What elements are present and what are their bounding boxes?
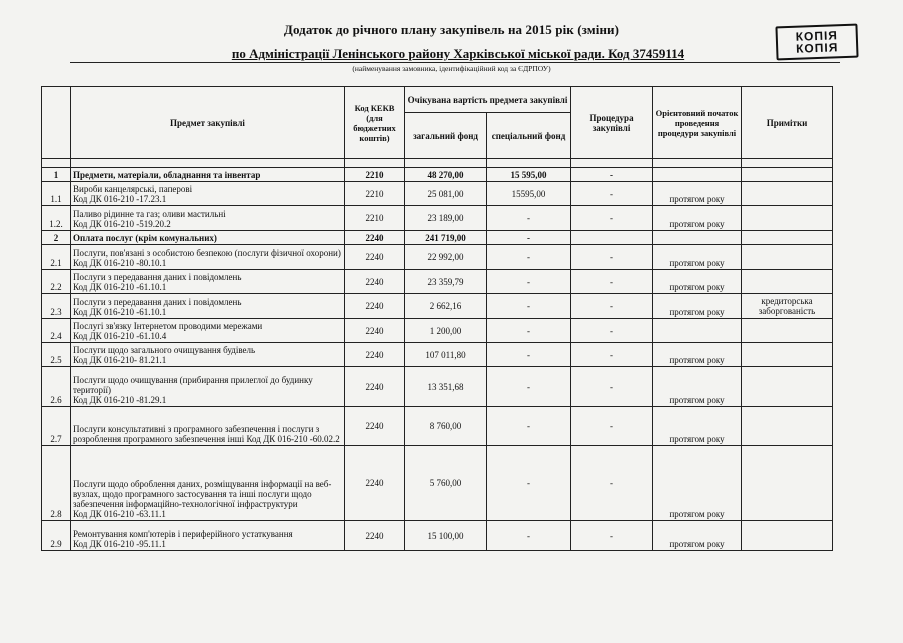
table-row	[42, 270, 833, 294]
row-general-fund: 5 760,00	[405, 446, 487, 521]
row-subject: Ремонтування комп'ютерів і периферійного устаткування Код ДК 016-210 -95.11.1	[71, 521, 345, 551]
section-row	[42, 168, 833, 182]
row-note	[742, 206, 833, 231]
row-subject: Послуги щодо оброблення даних, розміщування інформації на веб-вузлах, щодо програмного застосування та інші послуги щодо забезпечення інформаційно-технологічної інфраструктури Код ДК 016-210 -63.11.1	[71, 446, 345, 521]
row-note	[742, 407, 833, 446]
row-note	[742, 446, 833, 521]
row-start: протягом року	[653, 270, 742, 294]
row-kekv: 2240	[345, 446, 405, 521]
row-note	[742, 270, 833, 294]
header-number	[42, 87, 71, 159]
row-procedure	[571, 231, 653, 245]
table-row	[42, 343, 833, 367]
organization-underline	[70, 62, 840, 63]
row-procedure: -	[571, 206, 653, 231]
row-number: 2.2	[42, 270, 71, 294]
row-start: протягом року	[653, 245, 742, 270]
row-special-fund: 15595,00	[487, 182, 571, 206]
header-start: Орієнтовний початок проведення процедури закупівлі	[653, 87, 742, 159]
table-row	[42, 367, 833, 407]
row-note	[742, 319, 833, 343]
row-general-fund: 15 100,00	[405, 521, 487, 551]
row-special-fund: -	[487, 407, 571, 446]
row-start	[653, 319, 742, 343]
header-expected-cost: Очікувана вартість предмета закупівлі	[405, 87, 571, 113]
row-procedure: -	[571, 343, 653, 367]
row-kekv: 2210	[345, 182, 405, 206]
row-subject: Оплата послуг (крім комунальних)	[71, 231, 345, 245]
row-subject: Послуги щодо очищування (прибирання прилеглої до будинку території) Код ДК 016-210 -81.29.1	[71, 367, 345, 407]
row-procedure: -	[571, 407, 653, 446]
row-note	[742, 343, 833, 367]
row-note	[742, 168, 833, 182]
spacer-row	[42, 159, 833, 168]
row-subject: Послуги консультативні з програмного забезпечення і послуги з розроблення програмного забезпечення інші Код ДК 016-210 -60.02.2	[71, 407, 345, 446]
organization-caption: (найменування замовника, ідентифікаційний код за ЄДРПОУ)	[352, 64, 551, 73]
header-kekv: Код КЕКВ (для бюджетних коштів)	[345, 87, 405, 159]
organization-line: по Адміністрації Ленінського району Харківської міської ради. Код 37459114	[231, 46, 685, 61]
row-general-fund: 2 662,16	[405, 294, 487, 319]
row-number: 2.8	[42, 446, 71, 521]
row-note	[742, 367, 833, 407]
row-kekv: 2210	[345, 168, 405, 182]
row-general-fund: 23 189,00	[405, 206, 487, 231]
table-row	[42, 446, 833, 521]
row-kekv: 2240	[345, 270, 405, 294]
row-special-fund: 15 595,00	[487, 168, 571, 182]
row-general-fund: 107 011,80	[405, 343, 487, 367]
row-kekv: 2240	[345, 245, 405, 270]
row-kekv: 2240	[345, 367, 405, 407]
section-row	[42, 231, 833, 245]
row-special-fund: -	[487, 294, 571, 319]
row-special-fund: -	[487, 521, 571, 551]
row-general-fund: 23 359,79	[405, 270, 487, 294]
row-special-fund: -	[487, 343, 571, 367]
row-start: протягом року	[653, 182, 742, 206]
row-subject: Предмети, матеріали, обладнання та інвентар	[71, 168, 345, 182]
header-notes: Примітки	[742, 87, 833, 159]
row-procedure: -	[571, 245, 653, 270]
row-kekv: 2240	[345, 231, 405, 245]
row-number: 2	[42, 231, 71, 245]
row-subject: Послуги, пов'язані з особистою безпекою (послуги фізичної охорони) Код ДК 016-210 -80.10.1	[71, 245, 345, 270]
row-kekv: 2210	[345, 206, 405, 231]
row-general-fund: 8 760,00	[405, 407, 487, 446]
row-number: 2.7	[42, 407, 71, 446]
row-subject: Паливо рідинне та газ; оливи мастильні Код ДК 016-210 -519.20.2	[71, 206, 345, 231]
row-number: 2.1	[42, 245, 71, 270]
row-start: протягом року	[653, 206, 742, 231]
header-subject: Предмет закупівлі	[71, 87, 345, 159]
row-start: протягом року	[653, 446, 742, 521]
row-special-fund: -	[487, 446, 571, 521]
row-procedure: -	[571, 182, 653, 206]
row-kekv: 2240	[345, 319, 405, 343]
row-kekv: 2240	[345, 521, 405, 551]
row-subject: Послуги щодо загального очищування будівель Код ДК 016-210- 81.21.1	[71, 343, 345, 367]
row-number: 1.2.	[42, 206, 71, 231]
row-subject: Послугі зв'язку Інтернетом проводими мережами Код ДК 016-210 -61.10.4	[71, 319, 345, 343]
copy-stamp-line-1: КОПІЯ	[795, 28, 839, 44]
row-number: 1	[42, 168, 71, 182]
row-number: 2.5	[42, 343, 71, 367]
row-procedure: -	[571, 168, 653, 182]
row-number: 2.6	[42, 367, 71, 407]
row-procedure: -	[571, 367, 653, 407]
row-general-fund: 241 719,00	[405, 231, 487, 245]
row-special-fund: -	[487, 367, 571, 407]
row-start: протягом року	[653, 521, 742, 551]
row-note	[742, 245, 833, 270]
row-start: протягом року	[653, 407, 742, 446]
row-number: 1.1	[42, 182, 71, 206]
row-special-fund: -	[487, 245, 571, 270]
row-special-fund: -	[487, 270, 571, 294]
table-row	[42, 319, 833, 343]
table-row	[42, 206, 833, 231]
row-kekv: 2240	[345, 407, 405, 446]
row-procedure: -	[571, 294, 653, 319]
table-body	[42, 159, 833, 551]
row-number: 2.9	[42, 521, 71, 551]
row-subject: Послуги з передавання даних і повідомлень Код ДК 016-210 -61.10.1	[71, 294, 345, 319]
row-subject: Вироби канцелярські, паперові Код ДК 016-210 -17.23.1	[71, 182, 345, 206]
table-row	[42, 521, 833, 551]
row-procedure: -	[571, 270, 653, 294]
row-subject: Послуги з передавання даних і повідомлень Код ДК 016-210 -61.10.1	[71, 270, 345, 294]
row-procedure: -	[571, 319, 653, 343]
row-start: протягом року	[653, 367, 742, 407]
table-row	[42, 407, 833, 446]
row-procedure: -	[571, 521, 653, 551]
row-special-fund: -	[487, 206, 571, 231]
header-procedure: Процедура закупівлі	[571, 87, 653, 159]
row-number: 2.3	[42, 294, 71, 319]
row-start: протягом року	[653, 343, 742, 367]
row-general-fund: 22 992,00	[405, 245, 487, 270]
row-start	[653, 231, 742, 245]
row-note	[742, 231, 833, 245]
row-number: 2.4	[42, 319, 71, 343]
row-note	[742, 521, 833, 551]
document-title: Додаток до річного плану закупівель на 2015 рік (зміни)	[283, 22, 620, 37]
row-start	[653, 168, 742, 182]
row-note	[742, 182, 833, 206]
table-row	[42, 182, 833, 206]
table-row	[42, 245, 833, 270]
header-special-fund: спеціальний фонд	[487, 113, 571, 159]
row-general-fund: 48 270,00	[405, 168, 487, 182]
row-special-fund: -	[487, 319, 571, 343]
procurement-table	[41, 86, 833, 551]
row-general-fund: 25 081,00	[405, 182, 487, 206]
table-row	[42, 294, 833, 319]
row-kekv: 2240	[345, 294, 405, 319]
row-special-fund: -	[487, 231, 571, 245]
row-note: кредиторська заборгованість	[742, 294, 833, 319]
header-general-fund: загальний фонд	[405, 113, 487, 159]
row-kekv: 2240	[345, 343, 405, 367]
row-general-fund: 1 200,00	[405, 319, 487, 343]
copy-stamp-line-2: КОПІЯ	[795, 40, 839, 56]
row-start: протягом року	[653, 294, 742, 319]
copy-stamp	[775, 24, 858, 61]
row-general-fund: 13 351,68	[405, 367, 487, 407]
row-procedure: -	[571, 446, 653, 521]
